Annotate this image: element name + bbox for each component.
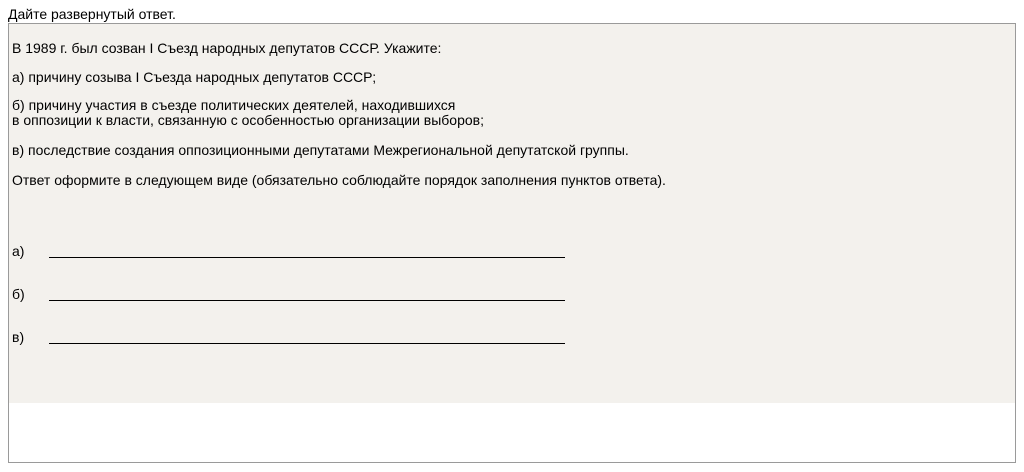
answer-blank-line-b [49, 300, 565, 301]
task-intro: В 1989 г. был созван I Съезд народных депутатов СССР. Укажите: [12, 40, 442, 56]
task-item-b-line1: б) причину участия в съезде политических деятелей, находившихся [12, 97, 456, 113]
answer-label-a: а) [12, 243, 25, 259]
instruction-text: Дайте развернутый ответ. [8, 6, 176, 22]
answer-label-c: в) [12, 329, 25, 345]
task-item-c: в) последствие создания оппозиционными депутатами Межрегиональной депутатской группы. [12, 142, 629, 158]
task-format-note: Ответ оформите в следующем виде (обязательно соблюдайте порядок заполнения пунктов ответа). [12, 172, 666, 188]
task-box [8, 23, 1016, 404]
task-item-a: а) причину созыва I Съезда народных депутатов СССР; [12, 69, 377, 85]
answer-template-row-c [12, 329, 572, 349]
answer-blank-line-c [49, 343, 565, 344]
answer-label-b: б) [12, 286, 25, 302]
answer-input-area[interactable] [8, 403, 1016, 463]
answer-blank-line-a [49, 257, 565, 258]
answer-template-row-b [12, 286, 572, 306]
task-item-b-line2: в оппозиции к власти, связанную с особенностью организации выборов; [12, 112, 484, 128]
answer-template-row-a [12, 243, 572, 263]
